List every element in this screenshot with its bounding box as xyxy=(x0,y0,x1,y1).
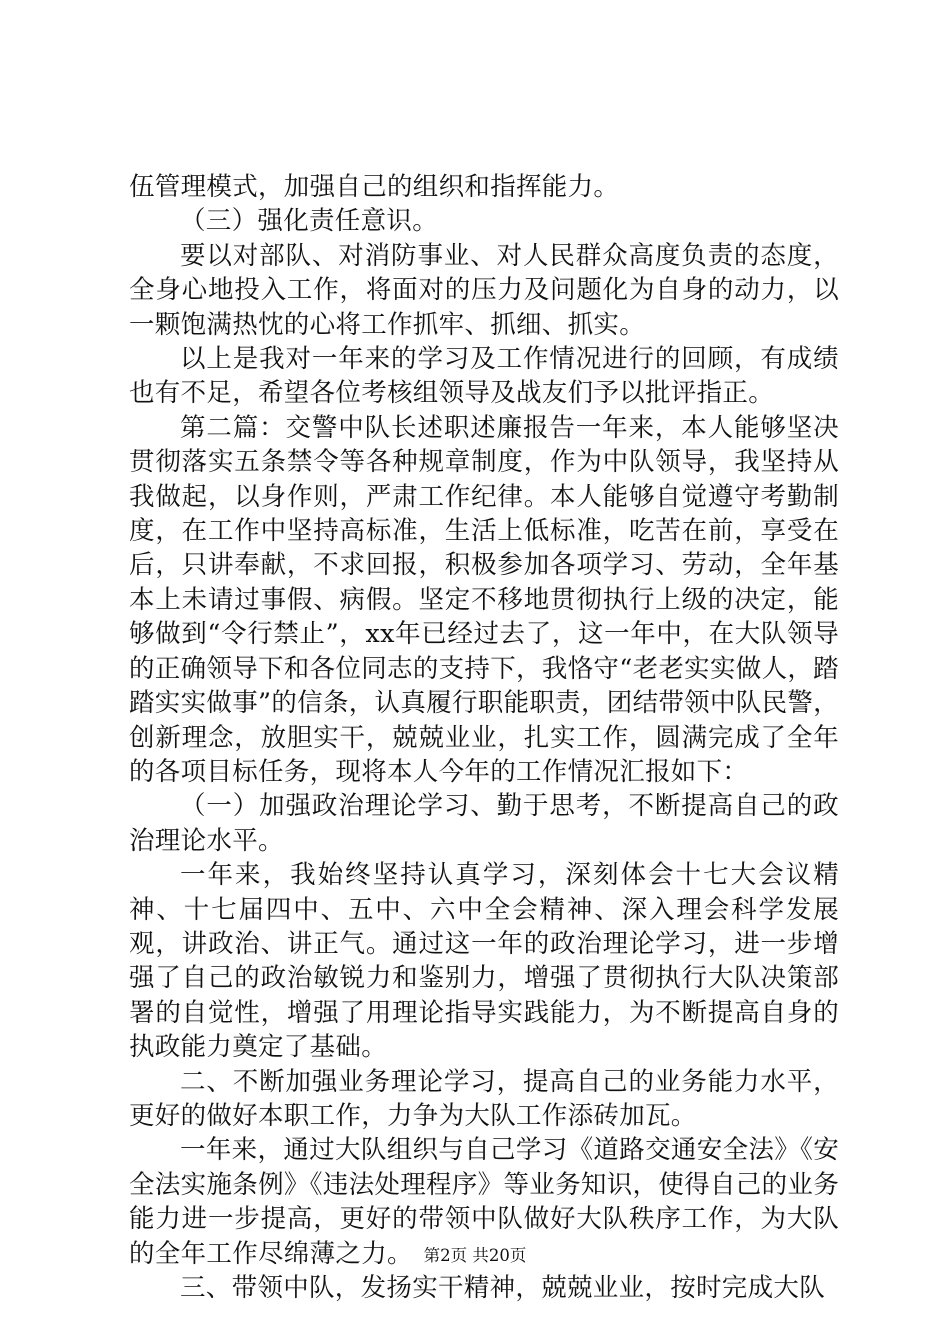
section-heading-1: （一）加强政治理论学习、勤于思考，不断提高自己的政治理论水平。 xyxy=(129,791,839,856)
document-body xyxy=(129,170,839,1305)
paragraph-continuation: 伍管理模式，加强自己的组织和指挥能力。 xyxy=(129,172,620,202)
paragraph: 要以对部队、对消防事业、对人民群众高度负责的态度，全身心地投入工作，将面对的压力及问题化为自身的动力，以一颗饱满热忱的心将工作抓牢、抓细、抓实。 xyxy=(129,240,839,340)
page-number-footer: 第2页 共20页 xyxy=(423,1246,527,1265)
section-heading-3b: 三、带领中队，发扬实干精神，兢兢业业，按时完成大队 xyxy=(180,1273,826,1303)
paragraph: 一年来，通过大队组织与自己学习《道路交通安全法》《安全法实施条例》《违法处理程序》等业务知识，使得自己的业务能力进一步提高，更好的带领中队做好大队秩序工作，为大队的全年工作尽绵薄之力。 xyxy=(129,1135,839,1269)
paragraph: 一年来，我始终坚持认真学习，深刻体会十七大会议精神、十七届四中、五中、六中全会精神、深入理会科学发展观，讲政治、讲正气。通过这一年的政治理论学习，进一步增强了自己的政治敏锐力和鉴别力，增强了贯彻执行大队决策部署的自觉性，增强了用理论指导实践能力，为不断提高自身的执政能力奠定了基础。 xyxy=(129,860,839,1063)
section-heading-3: （三）强化责任意识。 xyxy=(180,206,439,237)
paragraph-part-two: 第二篇：交警中队长述职述廉报告一年来，本人能够坚决贯彻落实五条禁令等各种规章制度，作为中队领导，我坚持从我做起，以身作则，严肃工作纪律。本人能够自觉遵守考勤制度，在工作中坚持高标准，生活上低标准，吃苦在前，享受在后，只讲奉献，不求回报，积极参加各项学习、劳动，全年基本上未请过事假、病假。坚定不移地贯彻执行上级的决定，能够做到“令行禁止”，xx年已经过去了，这一年中，在大队领导的正确领导下和各位同志的支持下，我恪守“老老实实做人，踏踏实实做事”的信条，认真履行职能职责，团结带领中队民警，创新理念，放胆实干，兢兢业业，扎实工作，圆满完成了全年的各项目标任务，现将本人今年的工作情况汇报如下： xyxy=(129,412,839,787)
section-heading-2: 二、不断加强业务理论学习，提高自己的业务能力水平，更好的做好本职工作，力争为大队工作添砖加瓦。 xyxy=(129,1066,839,1131)
paragraph: 以上是我对一年来的学习及工作情况进行的回顾，有成绩也有不足，希望各位考核组领导及战友们予以批评指正。 xyxy=(129,344,839,409)
